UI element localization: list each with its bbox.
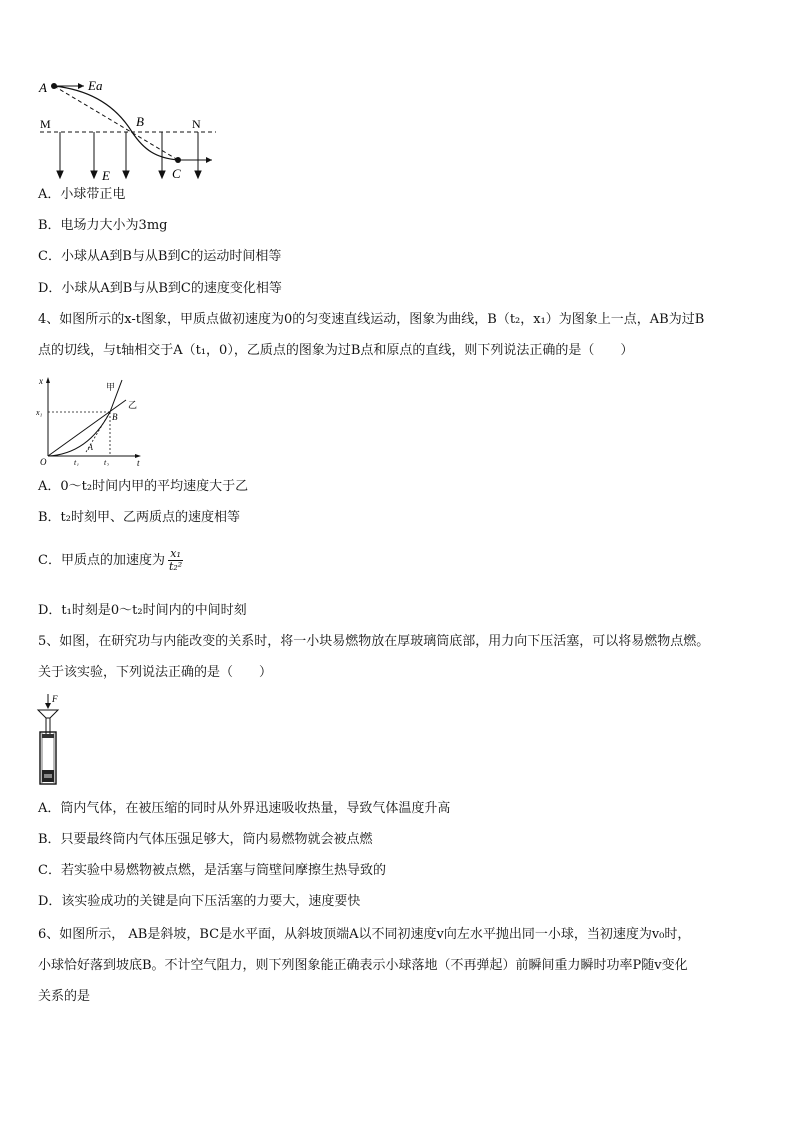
svg-text:t₁: t₁ <box>74 458 80 466</box>
q6-stem-line3: 关系的是 <box>38 989 91 1004</box>
piston-cylinder-figure <box>34 692 74 788</box>
xt-graph-figure <box>36 374 146 466</box>
label-a: A <box>39 80 47 95</box>
label-b: B <box>136 114 144 129</box>
q5-option-d: D．该实验成功的关键是向下压活塞的力要大，速度要快 <box>38 894 361 909</box>
q4-option-b: B．t₂时刻甲、乙两质点的速度相等 <box>38 510 240 525</box>
q6-stem-line2: 小球恰好落到坡底B。不计空气阻力，则下列图象能正确表示小球落地（不再弹起）前瞬间重力瞬时功率P随v变化 <box>38 958 688 973</box>
q5-stem-line1: 5、如图，在研究功与内能改变的关系时，将一小块易燃物放在厚玻璃筒底部，用力向下压活塞，可以将易燃物点燃。 <box>38 634 710 649</box>
q3-option-c: C．小球从A到B与从B到C的运动时间相等 <box>38 249 282 264</box>
q6-stem-line1: 6、如图所示， AB是斜坡，BC是水平面，从斜坡顶端A以不同初速度v向左水平抛出同一小球，当初速度为v₀时， <box>38 927 691 942</box>
q3-option-b: B．电场力大小为3mg <box>38 218 168 233</box>
q4-stem-line2: 点的切线，与t轴相交于A（t₁，0），乙质点的图象为过B点和原点的直线，则下列说法正确的是（ ） <box>38 343 634 358</box>
label-ea: Ea <box>88 78 103 93</box>
svg-text:x₁: x₁ <box>36 408 43 417</box>
svg-text:x: x <box>39 376 43 386</box>
piston <box>42 734 54 738</box>
svg-text:B: B <box>112 412 118 422</box>
svg-text:乙: 乙 <box>128 400 138 410</box>
q4-stem-line1: 4、如图所示的x-t图象，甲质点做初速度为0的匀变速直线运动，图象为曲线，B（t₂，x₁）为图象上一点，AB为过B <box>38 312 705 327</box>
svg-text:A: A <box>88 443 93 452</box>
svg-text:甲: 甲 <box>106 382 116 392</box>
q3-option-a: A．小球带正电 <box>38 187 126 202</box>
label-e: E <box>102 168 110 183</box>
q4-option-c: C．甲质点的加速度为 $\frac{\text{x₁}}{\text{t₂²}}$ <box>38 547 183 573</box>
svg-text:F: F <box>52 694 58 704</box>
label-c: C <box>172 166 181 181</box>
svg-text:t: t <box>137 458 140 466</box>
q4-option-d: D．t₁时刻是0～t₂时间内的中间时刻 <box>38 603 247 618</box>
label-n: N <box>192 117 201 131</box>
chord-dashed-line <box>54 86 178 160</box>
q4-option-a: A．0～t₂时间内甲的平均速度大于乙 <box>38 479 249 494</box>
svg-text:t₂: t₂ <box>104 458 110 466</box>
q5-option-b: B．只要最终筒内气体压强足够大，筒内易燃物就会被点燃 <box>38 832 373 847</box>
q5-option-a: A．筒内气体，在被压缩的同时从外界迅速吸收热量，导致气体温度升高 <box>38 801 451 816</box>
q5-option-c: C．若实验中易燃物被点燃，是活塞与筒壁间摩擦生热导致的 <box>38 863 386 878</box>
svg-text:O: O <box>40 457 47 466</box>
line-yi <box>48 400 126 456</box>
q3-option-d: D．小球从A到B与从B到C的速度变化相等 <box>38 281 282 296</box>
acceleration-fraction: $\frac{\text{x₁}}{\text{t₂²}}$ <box>168 547 183 573</box>
field-trajectory-figure <box>36 76 222 186</box>
q5-stem-line2: 关于该实验，下列说法正确的是（ ） <box>38 665 273 680</box>
label-m: M <box>40 117 51 131</box>
